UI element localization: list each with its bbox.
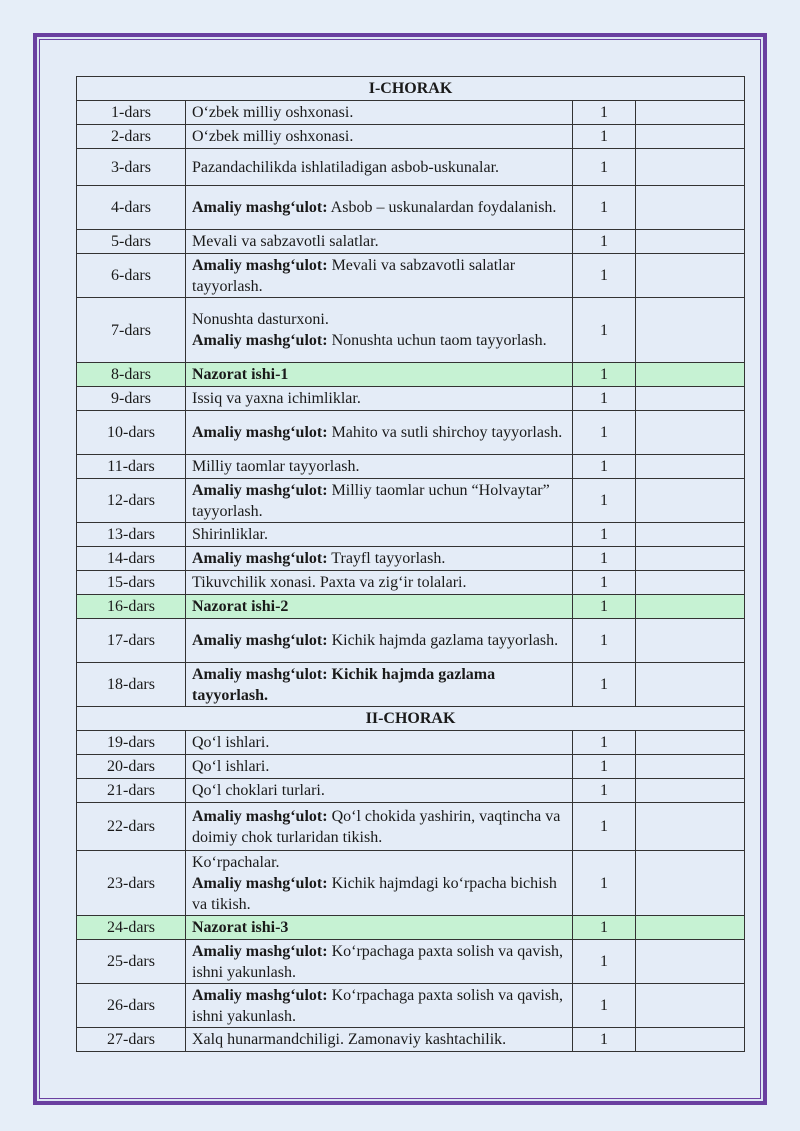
lesson-topic-text: Ko‘rpachalar. bbox=[192, 853, 280, 871]
lesson-topic-line bbox=[192, 806, 566, 848]
lesson-topic-line bbox=[192, 572, 566, 593]
lesson-number: 7-dars bbox=[77, 298, 186, 363]
lesson-date-cell bbox=[636, 851, 745, 916]
lesson-row bbox=[77, 455, 745, 479]
lesson-hours: 1 bbox=[573, 663, 636, 707]
lesson-number: 8-dars bbox=[77, 363, 186, 387]
lesson-date-cell bbox=[636, 387, 745, 411]
lesson-type-label: Amaliy mashg‘ulot: bbox=[192, 942, 328, 960]
lesson-number: 3-dars bbox=[77, 149, 186, 186]
lesson-topic-text: Xalq hunarmandchiligi. Zamonaviy kashtachilik. bbox=[192, 1031, 507, 1048]
lesson-topic-line bbox=[192, 732, 566, 753]
lesson-topic-text: Shirinliklar. bbox=[192, 526, 268, 543]
lesson-row bbox=[77, 230, 745, 254]
lesson-row bbox=[77, 523, 745, 547]
lesson-topic bbox=[186, 387, 573, 411]
lesson-row bbox=[77, 984, 745, 1028]
lesson-number: 24-dars bbox=[77, 916, 186, 940]
lesson-topic-text: Kichik hajmdagi ko‘rpacha bichish va tikish. bbox=[192, 874, 557, 913]
lesson-topic bbox=[186, 779, 573, 803]
lesson-date-cell bbox=[636, 731, 745, 755]
lesson-row bbox=[77, 298, 745, 363]
lesson-topic-line bbox=[192, 1029, 566, 1050]
lesson-date-cell bbox=[636, 230, 745, 254]
lesson-number: 26-dars bbox=[77, 984, 186, 1028]
lesson-topic-line bbox=[192, 917, 566, 938]
lesson-topic bbox=[186, 523, 573, 547]
lesson-row bbox=[77, 547, 745, 571]
lesson-plan-body bbox=[77, 77, 745, 1052]
lesson-topic bbox=[186, 916, 573, 940]
lesson-topic bbox=[186, 186, 573, 230]
lesson-date-cell bbox=[636, 455, 745, 479]
lesson-hours: 1 bbox=[573, 619, 636, 663]
lesson-topic-text: Mahito va sutli shirchoy tayyorlash. bbox=[327, 424, 563, 441]
lesson-date-cell bbox=[636, 101, 745, 125]
lesson-date-cell bbox=[636, 411, 745, 455]
lesson-topic bbox=[186, 363, 573, 387]
lesson-date-cell bbox=[636, 1028, 745, 1052]
lesson-plan-table bbox=[76, 76, 745, 1052]
lesson-topic-line bbox=[192, 364, 566, 385]
lesson-topic bbox=[186, 411, 573, 455]
lesson-topic bbox=[186, 940, 573, 984]
lesson-topic-line bbox=[192, 852, 566, 873]
lesson-type-label: Amaliy mashg‘ulot: bbox=[192, 481, 328, 499]
lesson-topic-line bbox=[192, 524, 566, 545]
lesson-date-cell bbox=[636, 547, 745, 571]
lesson-topic bbox=[186, 663, 573, 707]
lesson-topic bbox=[186, 125, 573, 149]
lesson-hours: 1 bbox=[573, 411, 636, 455]
lesson-number: 4-dars bbox=[77, 186, 186, 230]
lesson-type-label: Amaliy mashg‘ulot: bbox=[192, 874, 328, 892]
lesson-topic bbox=[186, 455, 573, 479]
lesson-row bbox=[77, 851, 745, 916]
lesson-hours: 1 bbox=[573, 779, 636, 803]
lesson-date-cell bbox=[636, 571, 745, 595]
lesson-row bbox=[77, 387, 745, 411]
lesson-row bbox=[77, 254, 745, 298]
lesson-topic bbox=[186, 731, 573, 755]
lesson-hours: 1 bbox=[573, 984, 636, 1028]
lesson-row bbox=[77, 1028, 745, 1052]
lesson-date-cell bbox=[636, 663, 745, 707]
lesson-number: 9-dars bbox=[77, 387, 186, 411]
lesson-topic bbox=[186, 1028, 573, 1052]
lesson-topic-text: Ko‘rpachaga paxta solish va qavish, ishni yakunlash. bbox=[192, 986, 564, 1025]
lesson-topic-text: Nazorat ishi-3 bbox=[192, 919, 289, 936]
lesson-date-cell bbox=[636, 523, 745, 547]
lesson-topic bbox=[186, 571, 573, 595]
lesson-row bbox=[77, 803, 745, 851]
lesson-number: 17-dars bbox=[77, 619, 186, 663]
lesson-topic-line bbox=[192, 102, 566, 123]
lesson-topic-text: Mevali va sabzavotli salatlar tayyorlash. bbox=[192, 256, 516, 295]
lesson-type-label: Amaliy mashg‘ulot: bbox=[192, 332, 328, 349]
lesson-date-cell bbox=[636, 803, 745, 851]
lesson-number: 21-dars bbox=[77, 779, 186, 803]
lesson-hours: 1 bbox=[573, 149, 636, 186]
lesson-topic-line bbox=[192, 780, 566, 801]
lesson-topic-text: Asbob – uskunalardan foydalanish. bbox=[327, 199, 557, 216]
lesson-date-cell bbox=[636, 149, 745, 186]
lesson-number: 13-dars bbox=[77, 523, 186, 547]
lesson-hours: 1 bbox=[573, 571, 636, 595]
section-title: I-CHORAK bbox=[77, 77, 745, 101]
lesson-topic-text: Nonushta dasturxoni. bbox=[192, 311, 329, 328]
lesson-number: 12-dars bbox=[77, 479, 186, 523]
lesson-row bbox=[77, 101, 745, 125]
lesson-type-label: Amaliy mashg‘ulot: bbox=[192, 807, 328, 825]
lesson-number: 15-dars bbox=[77, 571, 186, 595]
lesson-type-label: Amaliy mashg‘ulot: Kichik hajmda gazlama tayyorlash. bbox=[192, 665, 496, 704]
lesson-topic-text: Qo‘l ishlari. bbox=[192, 734, 270, 751]
lesson-topic bbox=[186, 149, 573, 186]
lesson-row bbox=[77, 755, 745, 779]
lesson-hours: 1 bbox=[573, 230, 636, 254]
lesson-topic-line bbox=[192, 630, 566, 651]
lesson-number: 1-dars bbox=[77, 101, 186, 125]
lesson-number: 22-dars bbox=[77, 803, 186, 851]
lesson-topic bbox=[186, 298, 573, 363]
lesson-number: 19-dars bbox=[77, 731, 186, 755]
lesson-topic-text: Tikuvchilik xonasi. Paxta va zig‘ir tolalari. bbox=[192, 574, 467, 591]
lesson-topic-text: Ko‘rpachaga paxta solish va qavish, ishni yakunlash. bbox=[192, 942, 564, 981]
lesson-hours: 1 bbox=[573, 755, 636, 779]
lesson-topic bbox=[186, 101, 573, 125]
section-header-row bbox=[77, 77, 745, 101]
lesson-topic bbox=[186, 803, 573, 851]
lesson-topic-line bbox=[192, 596, 566, 617]
lesson-row bbox=[77, 571, 745, 595]
lesson-number: 10-dars bbox=[77, 411, 186, 455]
lesson-hours: 1 bbox=[573, 363, 636, 387]
lesson-number: 20-dars bbox=[77, 755, 186, 779]
lesson-topic-text: Trayfl tayyorlash. bbox=[327, 550, 446, 567]
lesson-topic bbox=[186, 254, 573, 298]
lesson-hours: 1 bbox=[573, 455, 636, 479]
control-work-row bbox=[77, 916, 745, 940]
lesson-type-label: Amaliy mashg‘ulot: bbox=[192, 986, 328, 1004]
lesson-row bbox=[77, 125, 745, 149]
lesson-topic bbox=[186, 230, 573, 254]
lesson-date-cell bbox=[636, 254, 745, 298]
lesson-hours: 1 bbox=[573, 547, 636, 571]
lesson-hours: 1 bbox=[573, 298, 636, 363]
lesson-topic-line bbox=[192, 330, 566, 351]
lesson-type-label: Amaliy mashg‘ulot: bbox=[192, 424, 328, 441]
lesson-date-cell bbox=[636, 186, 745, 230]
lesson-date-cell bbox=[636, 984, 745, 1028]
lesson-hours: 1 bbox=[573, 1028, 636, 1052]
lesson-hours: 1 bbox=[573, 125, 636, 149]
lesson-topic-text: Milliy taomlar tayyorlash. bbox=[192, 458, 360, 475]
lesson-topic-line bbox=[192, 126, 566, 147]
lesson-topic bbox=[186, 479, 573, 523]
lesson-topic-line bbox=[192, 664, 566, 706]
lesson-topic-text: Nazorat ishi-1 bbox=[192, 366, 289, 383]
lesson-topic-line bbox=[192, 231, 566, 252]
lesson-hours: 1 bbox=[573, 916, 636, 940]
section-title: II-CHORAK bbox=[77, 707, 745, 731]
lesson-type-label: Amaliy mashg‘ulot: bbox=[192, 550, 328, 567]
lesson-row bbox=[77, 619, 745, 663]
lesson-hours: 1 bbox=[573, 851, 636, 916]
lesson-row bbox=[77, 663, 745, 707]
lesson-row bbox=[77, 940, 745, 984]
lesson-type-label: Amaliy mashg‘ulot: bbox=[192, 256, 328, 274]
lesson-hours: 1 bbox=[573, 595, 636, 619]
lesson-topic-text: O‘zbek milliy oshxonasi. bbox=[192, 128, 354, 145]
lesson-hours: 1 bbox=[573, 523, 636, 547]
lesson-date-cell bbox=[636, 479, 745, 523]
lesson-hours: 1 bbox=[573, 254, 636, 298]
lesson-hours: 1 bbox=[573, 387, 636, 411]
lesson-topic-text: Qo‘l choklari turlari. bbox=[192, 782, 325, 799]
lesson-topic bbox=[186, 595, 573, 619]
lesson-row bbox=[77, 186, 745, 230]
lesson-topic-line bbox=[192, 197, 566, 218]
lesson-date-cell bbox=[636, 755, 745, 779]
lesson-date-cell bbox=[636, 916, 745, 940]
lesson-topic bbox=[186, 851, 573, 916]
lesson-number: 16-dars bbox=[77, 595, 186, 619]
lesson-number: 25-dars bbox=[77, 940, 186, 984]
lesson-hours: 1 bbox=[573, 101, 636, 125]
lesson-date-cell bbox=[636, 619, 745, 663]
lesson-topic-text: Issiq va yaxna ichimliklar. bbox=[192, 390, 361, 407]
lesson-topic bbox=[186, 547, 573, 571]
lesson-number: 11-dars bbox=[77, 455, 186, 479]
lesson-row bbox=[77, 731, 745, 755]
lesson-date-cell bbox=[636, 940, 745, 984]
lesson-number: 14-dars bbox=[77, 547, 186, 571]
lesson-row bbox=[77, 411, 745, 455]
lesson-topic-text: Qo‘l chokida yashirin, vaqtincha va doimiy chok turlaridan tikish. bbox=[192, 807, 561, 846]
lesson-topic-line bbox=[192, 985, 566, 1027]
lesson-row bbox=[77, 779, 745, 803]
lesson-topic-line bbox=[192, 157, 566, 178]
lesson-hours: 1 bbox=[573, 940, 636, 984]
lesson-type-label: Amaliy mashg‘ulot: bbox=[192, 199, 328, 216]
lesson-date-cell bbox=[636, 125, 745, 149]
control-work-row bbox=[77, 363, 745, 387]
lesson-hours: 1 bbox=[573, 479, 636, 523]
lesson-topic-text: Mevali va sabzavotli salatlar. bbox=[192, 233, 379, 250]
lesson-topic-text: O‘zbek milliy oshxonasi. bbox=[192, 104, 354, 121]
lesson-topic-line bbox=[192, 941, 566, 983]
lesson-topic bbox=[186, 984, 573, 1028]
lesson-topic-line bbox=[192, 480, 566, 522]
lesson-row bbox=[77, 149, 745, 186]
lesson-row bbox=[77, 479, 745, 523]
lesson-topic-text: Milliy taomlar uchun “Holvaytar” tayyorlash. bbox=[192, 481, 550, 520]
lesson-topic-line bbox=[192, 456, 566, 477]
lesson-topic-line bbox=[192, 309, 566, 330]
control-work-row bbox=[77, 595, 745, 619]
lesson-topic-text: Nazorat ishi-2 bbox=[192, 598, 289, 615]
lesson-topic-line bbox=[192, 388, 566, 409]
lesson-hours: 1 bbox=[573, 186, 636, 230]
lesson-topic bbox=[186, 619, 573, 663]
lesson-topic-line bbox=[192, 422, 566, 443]
lesson-type-label: Amaliy mashg‘ulot: bbox=[192, 632, 328, 649]
lesson-date-cell bbox=[636, 779, 745, 803]
lesson-number: 18-dars bbox=[77, 663, 186, 707]
lesson-topic-line bbox=[192, 548, 566, 569]
lesson-topic-text: Pazandachilikda ishlatiladigan asbob-uskunalar. bbox=[192, 158, 500, 176]
lesson-topic-text: Kichik hajmda gazlama tayyorlash. bbox=[327, 632, 559, 649]
lesson-number: 27-dars bbox=[77, 1028, 186, 1052]
lesson-number: 5-dars bbox=[77, 230, 186, 254]
lesson-number: 2-dars bbox=[77, 125, 186, 149]
lesson-topic-line bbox=[192, 873, 566, 915]
lesson-topic-line bbox=[192, 756, 566, 777]
lesson-date-cell bbox=[636, 298, 745, 363]
lesson-hours: 1 bbox=[573, 803, 636, 851]
lesson-number: 6-dars bbox=[77, 254, 186, 298]
lesson-topic-text: Nonushta uchun taom tayyorlash. bbox=[327, 332, 547, 349]
lesson-date-cell bbox=[636, 595, 745, 619]
section-header-row bbox=[77, 707, 745, 731]
lesson-hours: 1 bbox=[573, 731, 636, 755]
lesson-topic-line bbox=[192, 255, 566, 297]
lesson-number: 23-dars bbox=[77, 851, 186, 916]
lesson-topic bbox=[186, 755, 573, 779]
lesson-date-cell bbox=[636, 363, 745, 387]
lesson-topic-text: Qo‘l ishlari. bbox=[192, 758, 270, 775]
